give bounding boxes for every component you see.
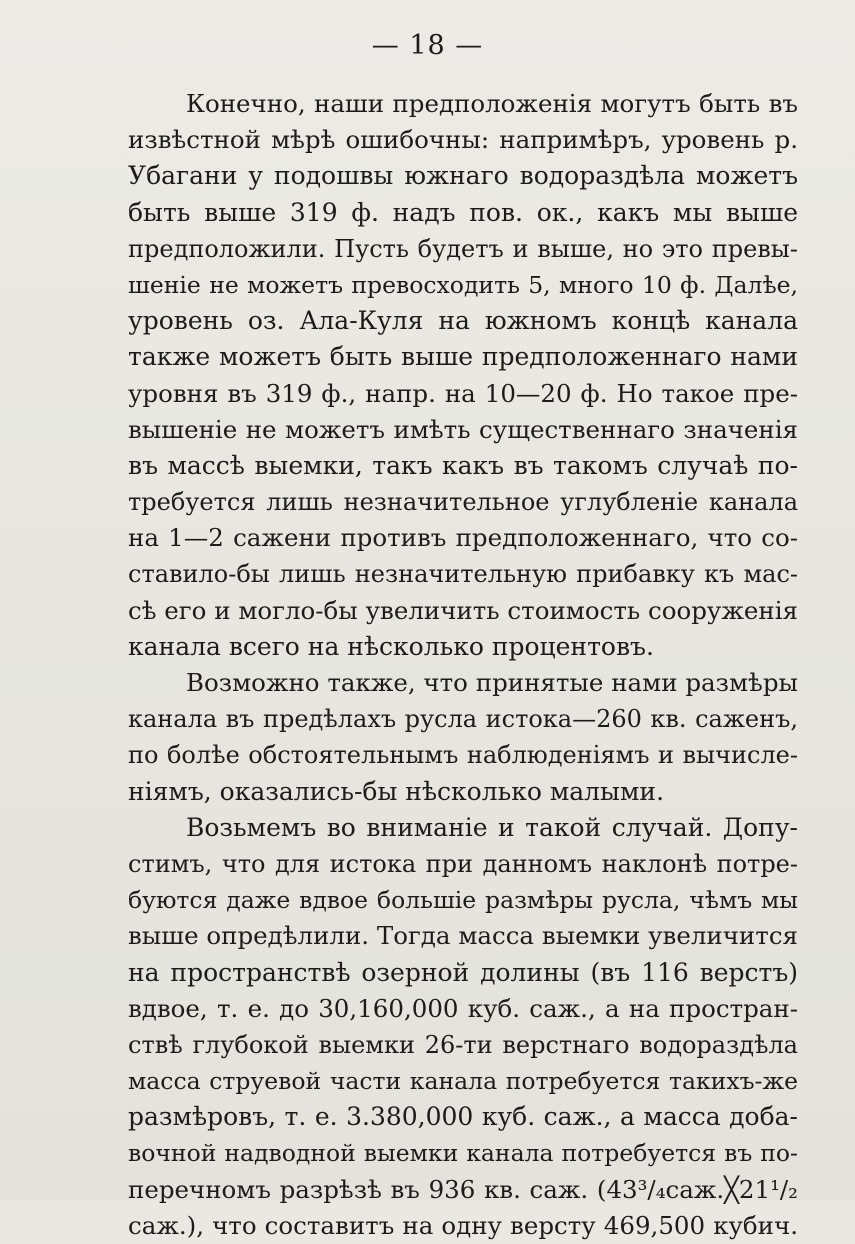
text-line: по болѣе обстоятельнымъ наблюденіямъ и вычисле-: [128, 741, 798, 770]
text-line: ставило-бы лишь незначительную прибавку къ мас-: [128, 560, 798, 589]
text-line: въ массѣ выемки, такъ какъ въ такомъ случаѣ по-: [128, 450, 798, 480]
text-line: вдвое, т. е. до 30,160,000 куб. саж., а на простран-: [128, 993, 798, 1023]
text-line: Возьмемъ во вниманіе и такой случай. Допу-: [186, 812, 798, 842]
text-line: ніямъ, оказались-бы нѣсколько малыми.: [128, 776, 665, 806]
body-text: [128, 86, 798, 1244]
text-line: на пространствѣ озерной долины (въ 116 верстъ): [128, 957, 798, 987]
text-line: стимъ, что для истока при данномъ наклонѣ потре-: [128, 849, 798, 878]
page-number: — 18 —: [371, 30, 484, 61]
text-line: требуется лишь незначительное углубленіе канала: [128, 488, 798, 517]
text-line: Конечно, наши предположенія могутъ быть въ: [186, 89, 798, 118]
text-line: уровень оз. Ала-Куля на южномъ концѣ канала: [128, 306, 798, 336]
text-line: ствѣ глубокой выемки 26-ти верстнаго водораздѣла: [128, 1030, 798, 1059]
text-line: перечномъ разрѣзѣ въ 936 кв. саж. (43³/₄саж.╳21¹/₂: [128, 1174, 798, 1204]
text-line: буются даже вдвое большіе размѣры русла, чѣмъ мы: [128, 886, 798, 915]
text-line: канала въ предѣлахъ русла истока—260 кв. саженъ,: [128, 705, 798, 734]
text-line: выше опредѣлили. Тогда масса выемки увеличится: [128, 921, 798, 951]
text-line: масса струевой части канала потребуется такихъ-же: [128, 1067, 798, 1096]
text-line: также можетъ быть выше предположеннаго нами: [128, 342, 798, 372]
text-line: извѣстной мѣрѣ ошибочны: напримѣръ, уровень р.: [128, 125, 798, 155]
text-line: канала всего на нѣсколько процентовъ.: [128, 631, 654, 661]
text-line: вочной надводной выемки канала потребуется въ по-: [128, 1139, 798, 1168]
text-line: Возможно также, что принятые нами размѣры: [186, 668, 798, 697]
text-line: Убагани у подошвы южнаго водораздѣла можетъ: [128, 161, 798, 191]
text-line: вышеніе не можетъ имѣть существеннаго значенія: [128, 414, 798, 444]
text-line: уровня въ 319 ф., напр. на 10—20 ф. Но такое пре-: [128, 378, 798, 408]
text-line: саж.), что составитъ на одну версту 469,500 кубич.: [128, 1210, 798, 1240]
text-line: быть выше 319 ф. надъ пов. ок., какъ мы выше: [128, 197, 798, 227]
text-line: предположили. Пусть будетъ и выше, но это превы-: [128, 234, 798, 263]
text-line: шеніе не можетъ превосходить 5, много 10 ф. Далѣе,: [128, 270, 798, 299]
text-line: на 1—2 сажени противъ предположеннаго, что со-: [128, 523, 798, 553]
text-line: сѣ его и могло-бы увеличить стоимость сооруженія: [128, 595, 798, 625]
text-line: размѣровъ, т. е. 3.380,000 куб. саж., а масса доба-: [128, 1102, 798, 1132]
